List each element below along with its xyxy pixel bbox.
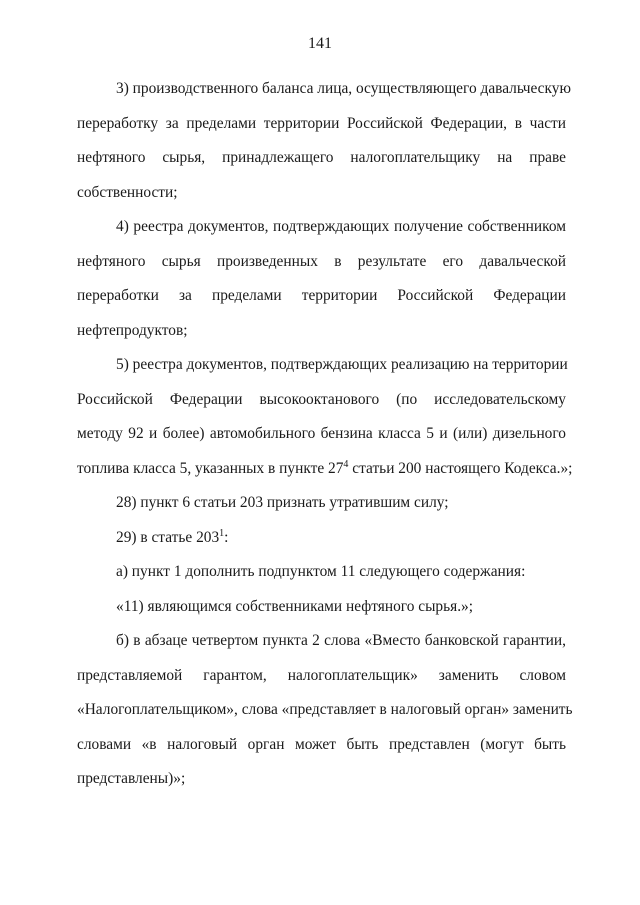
text-fragment: топлива класса 5, указанных в пункте 27 — [77, 459, 344, 477]
text-fragment: статьи 200 настоящего Кодекса.»; — [348, 459, 573, 477]
text-line — [77, 452, 573, 487]
paragraph-subitem-b — [77, 624, 573, 797]
paragraph-item-5 — [77, 348, 573, 486]
text-line: 4) реестра документов, подтверждающих получение собственником — [116, 218, 566, 235]
text-line: б) в абзаце четвертом пункта 2 слова «Вместо банковской гарантии, — [116, 632, 566, 649]
text-line: 28) пункт 6 статьи 203 признать утратившим силу; — [116, 494, 449, 511]
text-line: переработки за пределами территории Российской Федерации — [77, 287, 566, 304]
paragraph-item-28 — [77, 486, 566, 521]
text-line: методу 92 и более) автомобильного бензина класса 5 и (или) дизельного — [77, 425, 566, 442]
text-line: нефтепродуктов; — [77, 321, 188, 339]
text-line: представлены)»; — [77, 770, 186, 787]
text-line: словами «в налоговый орган может быть представлен (могут быть — [77, 735, 566, 753]
paragraph-item-3 — [77, 72, 571, 210]
superscript: 1 — [219, 527, 225, 539]
text-line: «Налогоплательщиком», слова «представляет в налоговый орган» заменить — [77, 701, 573, 718]
document-body — [77, 72, 573, 797]
superscript: 4 — [343, 458, 349, 470]
text-line: 3) производственного баланса лица, осуществляющего давальческую — [116, 80, 571, 97]
text-line: 5) реестра документов, подтверждающих реализацию на территории — [116, 356, 568, 373]
text-line: переработку за пределами территории Российской Федерации, в части — [77, 114, 566, 132]
text-line: представляемой гарантом, налогоплательщик» заменить словом — [77, 666, 566, 684]
text-line: нефтяного сырья, принадлежащего налогоплательщику на праве — [77, 149, 566, 166]
paragraph-item-29 — [77, 521, 566, 556]
paragraph-item-4 — [77, 210, 566, 348]
text-line: «11) являющимся собственниками нефтяного сырья.»; — [116, 597, 474, 615]
text-line: собственности; — [77, 183, 178, 201]
paragraph-quote-11 — [77, 590, 566, 625]
page-number: 141 — [308, 35, 332, 52]
text-fragment: 29) в статье 203 — [116, 528, 220, 546]
text-line: Российской Федерации высокооктанового (по исследовательскому — [77, 390, 566, 408]
text-line: нефтяного сырья произведенных в результате его давальческой — [77, 252, 566, 270]
text-fragment: : — [224, 528, 229, 546]
paragraph-subitem-a — [77, 555, 566, 590]
text-line: а) пункт 1 дополнить подпунктом 11 следующего содержания: — [116, 563, 526, 580]
text-line — [77, 521, 566, 556]
